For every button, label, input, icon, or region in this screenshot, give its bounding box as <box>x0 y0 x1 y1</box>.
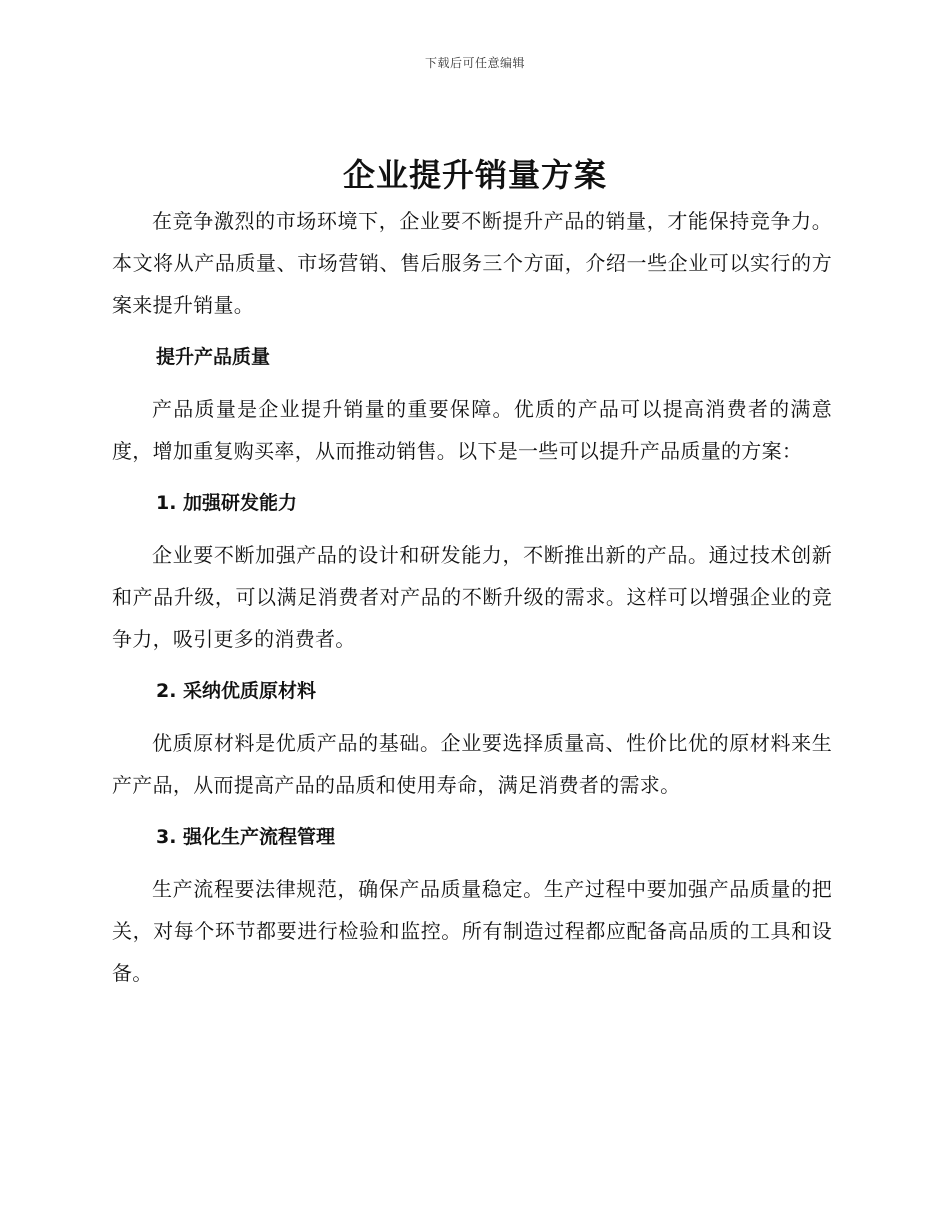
item-paragraph-process: 生产流程要法律规范，确保产品质量稳定。生产过程中要加强产品质量的把关，对每个环节都要进行检验和监控。所有制造过程都应配备高品质的工具和设备。 <box>112 877 832 985</box>
item-paragraph-rnd: 企业要不断加强产品的设计和研发能力，不断推出新的产品。通过技术创新和产品升级，可以满足消费者对产品的不断升级的需求。这样可以增强企业的竞争力，吸引更多的消费者。 <box>112 543 832 651</box>
document-title: 企业提升销量方案 <box>342 156 607 194</box>
intro-paragraph: 在竞争激烈的市场环境下，企业要不断提升产品的销量，才能保持竞争力。本文将从产品质量、市场营销、售后服务三个方面，介绍一些企业可以实行的方案来提升销量。 <box>112 209 832 317</box>
item-heading-materials: 2. 采纳优质原材料 <box>156 680 317 702</box>
item-paragraph-materials: 优质原材料是优质产品的基础。企业要选择质量高、性价比优的原材料来生产产品，从而提高产品的品质和使用寿命，满足消费者的需求。 <box>112 731 832 797</box>
item-heading-rnd: 1. 加强研发能力 <box>156 492 298 514</box>
document-body <box>112 200 832 994</box>
header-note: 下载后可任意编辑 <box>424 56 525 70</box>
section-heading-quality: 提升产品质量 <box>156 346 271 368</box>
item-heading-process: 3. 强化生产流程管理 <box>156 826 336 848</box>
section-paragraph-quality: 产品质量是企业提升销量的重要保障。优质的产品可以提高消费者的满意度，增加重复购买率，从而推动销售。以下是一些可以提升产品质量的方案： <box>112 397 832 463</box>
